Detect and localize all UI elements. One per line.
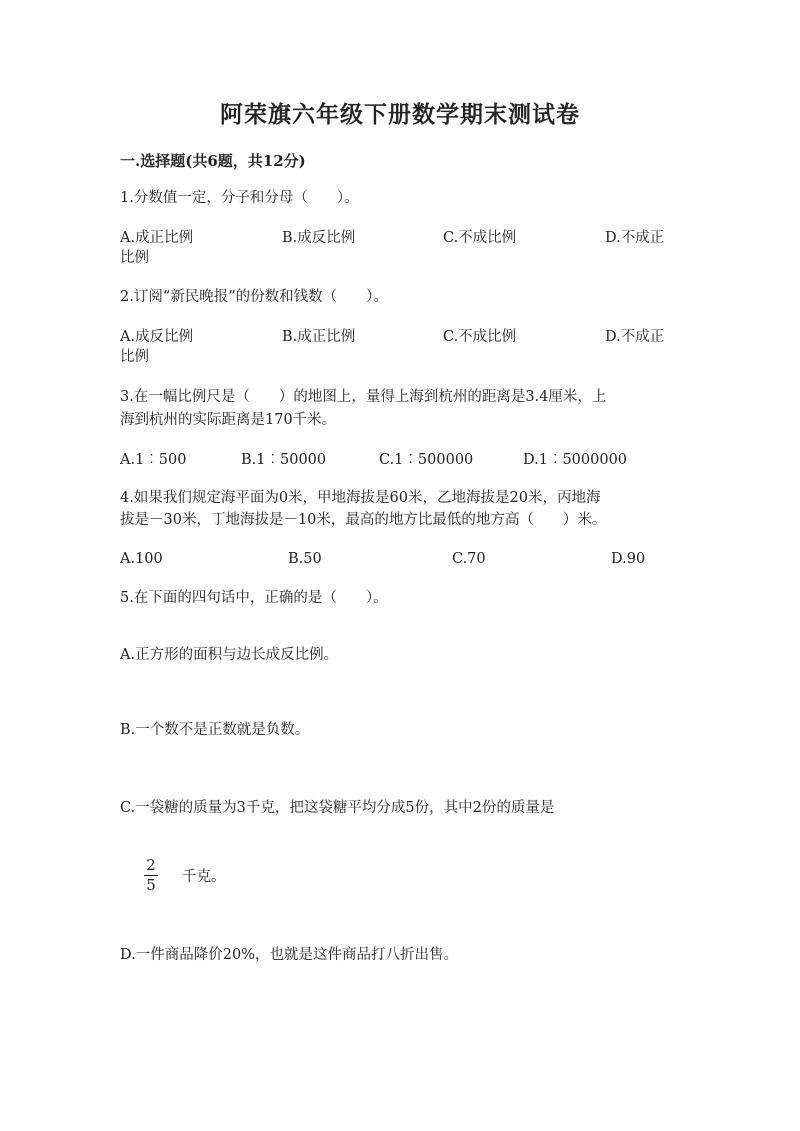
fraction-denominator: 5: [146, 876, 156, 894]
question-1-option-a: A.成正比例: [120, 230, 194, 246]
question-1-option-b: B.成反比例: [282, 230, 356, 246]
question-2-option-c: C.不成比例: [443, 329, 517, 345]
question-3-stem-line-1: 3.在一幅比例尺是（ ）的地图上，量得上海到杭州的距离是3.4厘米，上: [120, 389, 607, 405]
question-4-option-c: C.70: [452, 551, 486, 567]
question-4-stem-line-1: 4.如果我们规定海平面为0米，甲地海拔是60米，乙地海拔是20米，丙地海: [120, 490, 601, 506]
question-2-option-a: A.成反比例: [120, 329, 194, 345]
question-5-stem: 5.在下面的四句话中，正确的是（ ）。: [120, 590, 388, 606]
question-3-option-c: C.1︰500000: [379, 452, 474, 468]
fraction-numerator: 2: [146, 856, 156, 874]
question-1-option-d-continued: 比例: [120, 250, 149, 266]
page-title: 阿荣旗六年级下册数学期末测试卷: [220, 101, 580, 128]
question-2-stem: 2.订阅“新民晚报”的份数和钱数（ ）。: [120, 289, 388, 305]
question-1-option-d: D.不成正: [605, 230, 665, 246]
question-3-option-b: B.1︰50000: [241, 452, 327, 468]
question-3-stem-line-2: 海到杭州的实际距离是170千米。: [120, 412, 337, 428]
question-4-option-d: D.90: [611, 551, 646, 567]
question-3-option-d: D.1︰5000000: [523, 452, 628, 468]
fraction-two-fifths: [142, 857, 160, 894]
question-1-stem: 1.分数值一定，分子和分母（ ）。: [120, 190, 359, 206]
question-5-option-d: D.一件商品降价20%，也就是这件商品打八折出售。: [120, 947, 458, 963]
question-3-option-a: A.1︰500: [120, 452, 187, 468]
question-5-option-b: B.一个数不是正数就是负数。: [120, 722, 310, 738]
question-2-option-d: D.不成正: [605, 329, 665, 345]
question-5-option-a: A.正方形的面积与边长成反比例。: [120, 647, 339, 663]
question-5-option-c-tail: 千克。: [182, 869, 226, 885]
question-4-option-b: B.50: [288, 551, 322, 567]
question-5-option-c: C.一袋糖的质量为3千克，把这袋糖平均分成5份，其中2份的质量是: [120, 800, 555, 816]
question-4-stem-line-2: 拔是－30米，丁地海拔是－10米，最高的地方比最低的地方高（ ）米。: [120, 512, 607, 528]
question-1-option-c: C.不成比例: [443, 230, 517, 246]
section-heading: 一.选择题(共6题，共12分): [120, 152, 306, 170]
question-2-option-d-continued: 比例: [120, 349, 149, 365]
question-4-option-a: A.100: [120, 551, 163, 567]
question-2-option-b: B.成正比例: [282, 329, 356, 345]
